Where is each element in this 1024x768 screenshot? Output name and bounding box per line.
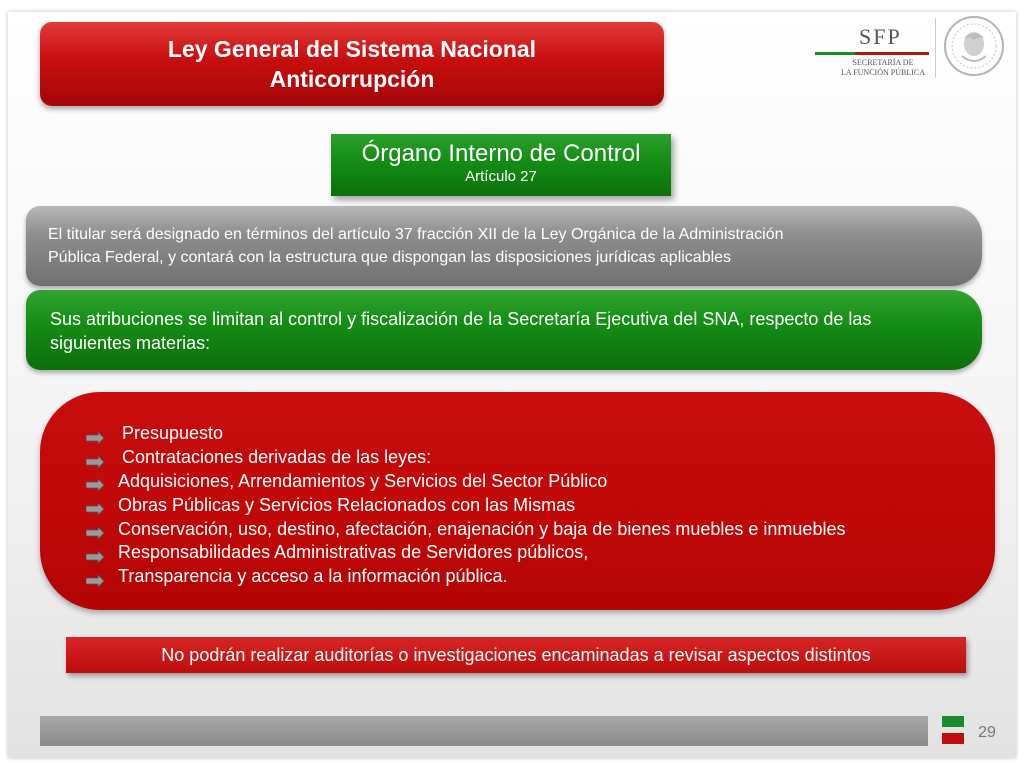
- materias-list: [86, 422, 845, 589]
- list-item-text: Conservación, uso, destino, afectación, enajenación y baja de bienes muebles e inmuebles: [118, 518, 846, 539]
- list-item: [86, 422, 845, 446]
- slide: [8, 12, 1016, 758]
- sfp-logo-subtitle: [833, 58, 933, 78]
- page-number: 29: [978, 724, 996, 741]
- arrow-bullet-icon: [86, 452, 104, 464]
- arrow-bullet-icon: [86, 499, 104, 511]
- list-item-text: Adquisiciones, Arrendamientos y Servicios del Sector Público: [118, 470, 608, 491]
- sfp-logo-subtitle-line2: LA FUNCIÓN PÚBLICA: [840, 68, 925, 77]
- footer-bar: [40, 716, 928, 746]
- arrow-bullet-icon: [86, 547, 104, 559]
- slide-title-line1: Ley General del Sistema Nacional: [167, 36, 537, 62]
- arrow-bullet-icon: [86, 523, 104, 535]
- arrow-bullet-icon: [86, 428, 104, 440]
- arrow-bullet-icon: [86, 571, 104, 583]
- materias-list-panel: [40, 392, 995, 610]
- sfp-logo-acronym: SFP: [859, 24, 902, 49]
- list-item-text: Presupuesto: [122, 423, 224, 444]
- list-item: [86, 470, 845, 494]
- list-item: [86, 565, 845, 589]
- arrow-bullet-icon: [86, 475, 104, 487]
- organo-title: Órgano Interno de Control: [361, 140, 641, 167]
- list-item-text: Responsabilidades Administrativas de Servidores públicos,: [118, 542, 589, 563]
- list-item-text: Transparencia y acceso a la información pública.: [118, 566, 508, 587]
- attributions-line2: siguientes materias:: [50, 333, 211, 353]
- footer-flag-red: [942, 733, 964, 744]
- list-item: [86, 541, 845, 565]
- organo-interno-header: [331, 134, 671, 196]
- list-item: [86, 517, 845, 541]
- footer-flag-green: [942, 716, 964, 727]
- mexico-seal-icon: [942, 14, 1006, 78]
- attributions-line1: Sus atribuciones se limitan al control y fiscalización de la Secretaría Ejecutiva del SNA, respecto de las: [50, 309, 872, 329]
- list-item: [86, 493, 845, 517]
- slide-title-banner: [40, 22, 664, 106]
- titular-line2: Pública Federal, y contará con la estructura que dispongan las disposiciones jurídicas aplicables: [48, 249, 732, 266]
- logo-divider: [935, 18, 936, 78]
- sfp-logo-subtitle-line1: SECRETARÍA DE: [852, 58, 914, 67]
- attributions-band: [26, 290, 982, 370]
- list-item-text: Contrataciones derivadas de las leyes:: [122, 447, 432, 468]
- sfp-logo-green-line: [815, 52, 855, 55]
- list-item: [86, 446, 845, 470]
- sfp-logo: [813, 22, 933, 84]
- organo-subtitle: Artículo 27: [465, 168, 537, 185]
- sfp-logo-red-line: [855, 52, 929, 55]
- titular-designation-band: [26, 206, 982, 286]
- titular-line1: El titular será designado en términos del artículo 37 fracción XII de la Ley Orgánica de la Administración: [48, 226, 784, 243]
- slide-title-line2: Anticorrupción: [269, 66, 435, 92]
- restriction-note: No podrán realizar auditorías o investigaciones encaminadas a revisar aspectos distintos: [66, 637, 966, 673]
- list-item-text: Obras Públicas y Servicios Relacionados con las Mismas: [118, 494, 576, 515]
